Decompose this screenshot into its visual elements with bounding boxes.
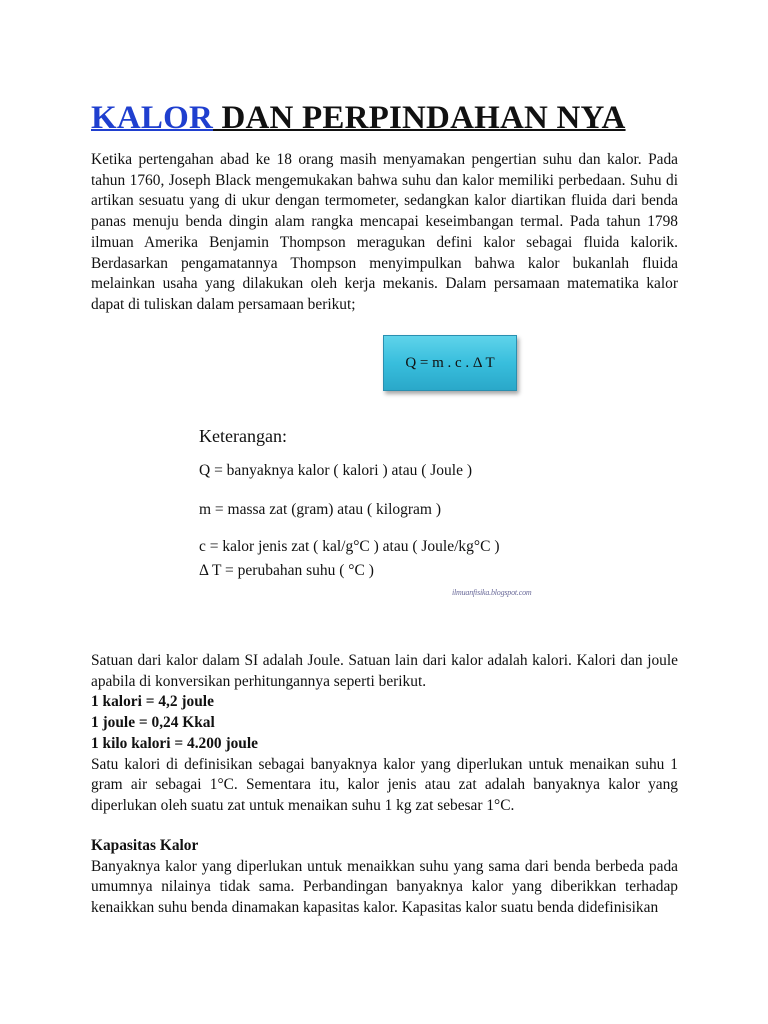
formula-box [383, 335, 517, 391]
formula-text: Q = m . c . Δ T [405, 354, 495, 371]
conversion-1: 1 kalori = 4,2 joule [91, 693, 214, 711]
keterangan-line-q: Q = banyaknya kalor ( kalori ) atau ( Joule ) [199, 462, 473, 479]
kapasitas-section [91, 836, 678, 919]
kapasitas-paragraph: Banyaknya kalor yang diperlukan untuk menaikkan suhu yang sama dari benda berbeda pada umumnya nilainya tidak sama. Perbandingan banyaknya kalor yang diberikkan terhadap kenaikkan suhu benda dinamakan kapasitas kalor. Kapasitas kalor suatu benda didefinisikan [91, 857, 678, 917]
keterangan-line-delta-t: Δ T = perubahan suhu ( °C ) [199, 562, 374, 579]
title-link[interactable]: KALOR [91, 100, 214, 136]
conversion-2: 1 joule = 0,24 Kkal [91, 714, 215, 732]
kalori-definition: Satu kalori di definisikan sebagai banyaknya kalor yang diperlukan untuk menaikan suhu 1 gram air sebagai 1°C. Sementara itu, kalor jenis atau zat adalah banyaknya kalor yang diperlukan oleh suatu zat untuk menaikan suhu 1 kg zat sebesar 1°C. [91, 755, 678, 814]
satuan-section [91, 651, 678, 817]
title-rest: DAN PERPINDAHAN NYA [213, 100, 626, 136]
satuan-paragraph: Satuan dari kalor dalam SI adalah Joule. Satuan lain dari kalor adalah kalori. Kalori dan joule apabila di konversikan perhitungannya seperti berikut. [91, 652, 678, 690]
page-title [91, 98, 691, 138]
intro-paragraph: Ketika pertengahan abad ke 18 orang masih menyamakan pengertian suhu dan kalor. Pada tahun 1760, Joseph Black mengemukakan bahwa suhu dan kalor memiliki perbedaan. Suhu di artikan sesuatu yang di ukur dengan termometer, sedangkan kalor diartikan fluida dari benda panas menuju benda dingin alam rangka mencapai keseimbangan termal. Pada tahun 1798 ilmuan Amerika Benjamin Thompson meragukan defini kalor sebagai fluida kalorik. Berdasarkan pengamatannya Thompson menyimpulkan bahwa kalor bukanlah fluida melainkan usaha yang dilakukan oleh kerja mekanis. Dalam persamaan matematika kalor dapat di tuliskan dalam persamaan berikut; [91, 151, 678, 313]
keterangan-line-c: c = kalor jenis zat ( kal/g°C ) atau ( Joule/kg°C ) [199, 538, 500, 555]
keterangan-line-m: m = massa zat (gram) atau ( kilogram ) [199, 501, 442, 518]
keterangan-heading: Keterangan: [199, 426, 287, 446]
watermark: ilmuanfisika.blogspot.com [452, 588, 532, 597]
conversion-3: 1 kilo kalori = 4.200 joule [91, 734, 258, 752]
kapasitas-heading: Kapasitas Kalor [91, 837, 199, 854]
